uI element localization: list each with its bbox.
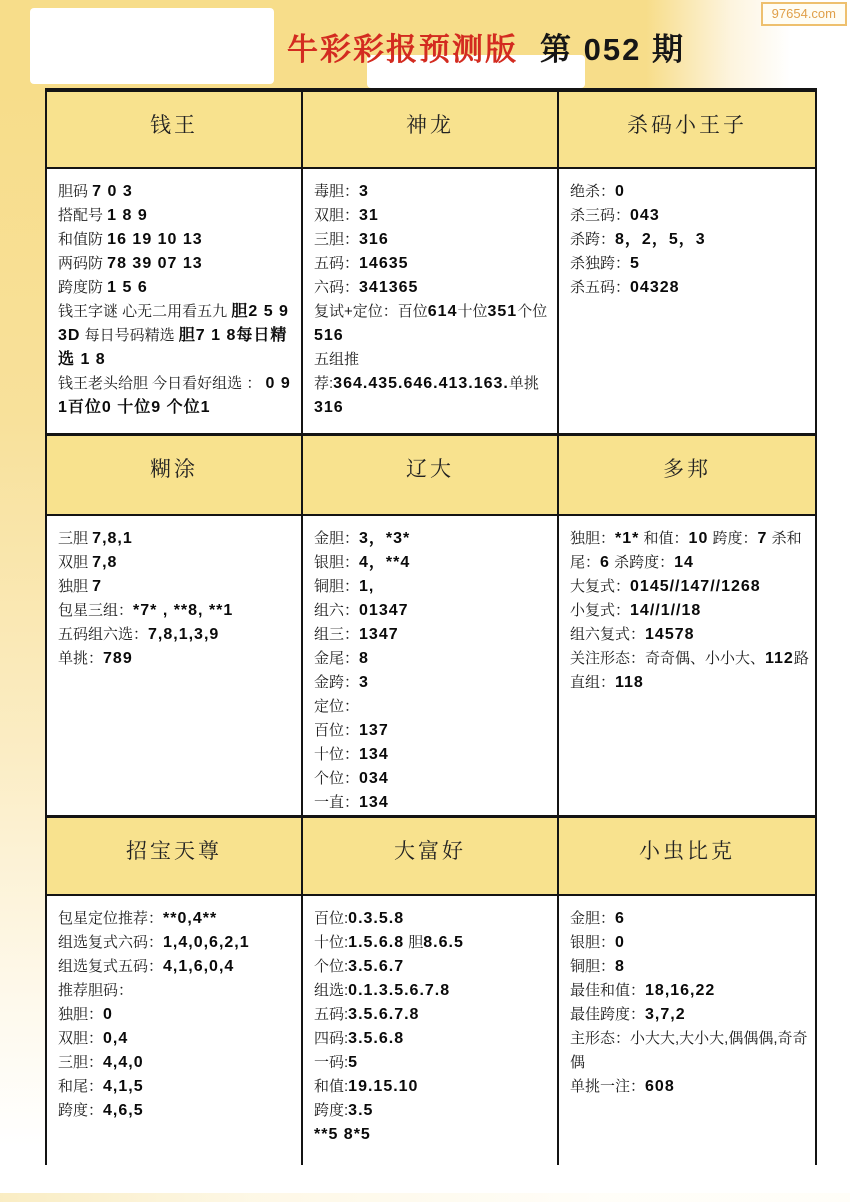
text-line (570, 1075, 809, 1099)
label-segment: 五码： (314, 255, 360, 272)
value-segment: 1 5 6 (107, 279, 148, 296)
label-segment: 五组推荐: (314, 351, 360, 392)
value-segment: 7 (92, 578, 103, 595)
text-line (570, 180, 809, 204)
value-segment: 4,4,0 (103, 1054, 144, 1071)
label-segment: 主形态：小大大,大小大,偶偶偶,奇奇偶 (570, 1030, 808, 1071)
label-segment: 组六复式： (570, 626, 646, 643)
value-segment: 0145//147//1268 (630, 578, 761, 595)
section-title: 大富好 (394, 840, 466, 863)
value-segment: 5 (630, 255, 640, 272)
text-line (58, 647, 295, 671)
label-segment: 两码防 (58, 255, 108, 272)
text-line (314, 1027, 551, 1051)
label-segment: 百位： (314, 722, 360, 739)
text-line (58, 1003, 295, 1027)
label-segment: 跨度： (58, 1102, 104, 1119)
value-segment: 16 19 10 13 (107, 231, 203, 248)
text-line (570, 931, 809, 955)
text-line (314, 623, 551, 647)
label-segment: 跨度防 (58, 279, 108, 296)
text-line (314, 1003, 551, 1027)
value-segment: 8，2，5，3 (615, 231, 706, 248)
section-body (559, 516, 815, 815)
value-segment: 8 (359, 650, 369, 667)
label-segment: 钱王字谜 心无二用看五九 (58, 303, 232, 320)
value-segment: 3，*3* (359, 530, 411, 547)
label-segment: 铜胆： (570, 958, 616, 975)
label-segment: 杀五码： (570, 279, 631, 296)
label-segment: 三胆： (314, 231, 360, 248)
value-segment: 118 (615, 674, 644, 691)
text-line (314, 300, 551, 348)
label-segment: 一直： (314, 794, 360, 811)
value-segment: 043 (630, 207, 660, 224)
section-title: 辽大 (406, 458, 454, 481)
text-line (58, 623, 295, 647)
text-line (58, 252, 295, 276)
text-line (58, 907, 295, 931)
text-line (570, 907, 809, 931)
label-segment: 独胆： (570, 530, 616, 547)
text-line (58, 1027, 295, 1051)
text-line (570, 979, 809, 1003)
section-title: 钱王 (150, 114, 198, 137)
section-cell (303, 436, 559, 818)
label-segment: 单挑 (508, 375, 539, 392)
label-segment: 杀跨度： (609, 554, 675, 571)
section-cell (47, 436, 303, 818)
label-segment: 大复式： (570, 578, 631, 595)
issue-number: 第 052 期 (540, 32, 685, 67)
label-segment: 金胆： (570, 910, 616, 927)
text-line (314, 695, 551, 719)
text-line (314, 1099, 551, 1123)
section-body (303, 516, 557, 815)
text-line (570, 252, 809, 276)
label-segment: 三胆 (58, 530, 93, 547)
label-segment: 双胆 (58, 554, 93, 571)
text-line (570, 575, 809, 599)
text-line (58, 276, 295, 300)
section-body (303, 896, 557, 1165)
label-segment: 最佳跨度： (570, 1006, 646, 1023)
text-line (314, 907, 551, 931)
label-segment: 独胆 (58, 578, 93, 595)
value-segment: 0 (615, 934, 625, 951)
text-line (58, 1051, 295, 1075)
section-body (559, 169, 815, 433)
value-segment: 112 (765, 650, 794, 667)
label-segment: 关注形态：奇奇偶、小小大、 (570, 650, 766, 667)
label-segment: 组三： (314, 626, 360, 643)
value-segment: 0 (615, 183, 625, 200)
value-segment: *1* (615, 530, 640, 547)
label-segment: 金胆： (314, 530, 360, 547)
value-segment: 5 (348, 1054, 359, 1071)
value-segment: 3.5.6.7 (348, 958, 405, 975)
value-segment: 6 (615, 910, 625, 927)
label-segment: 定位： (314, 698, 360, 715)
label-segment: 胆 (404, 934, 424, 951)
text-line (58, 931, 295, 955)
section-title: 糊涂 (150, 458, 198, 481)
label-segment: 绝杀： (570, 183, 616, 200)
text-line (314, 955, 551, 979)
section-header (303, 92, 557, 169)
value-segment: 胆7 1 8每日精选 1 8 (58, 327, 288, 368)
section-header (47, 92, 301, 169)
label-segment: 三胆： (58, 1054, 104, 1071)
text-line (58, 228, 295, 252)
value-segment: 341365 (359, 279, 419, 296)
text-line (570, 1027, 809, 1075)
section-header (559, 818, 815, 896)
value-segment: 789 (103, 650, 133, 667)
label-segment: 和尾： (58, 1078, 104, 1095)
text-line (314, 931, 551, 955)
text-line (58, 1099, 295, 1123)
text-line (314, 575, 551, 599)
section-cell (47, 818, 303, 1165)
value-segment: 137 (359, 722, 389, 739)
text-line (58, 955, 295, 979)
value-segment: 3D (58, 327, 81, 344)
label-segment: 直组： (570, 674, 616, 691)
text-line (58, 979, 295, 1003)
watermark-badge: 97654.com (761, 2, 847, 26)
label-segment: 五码: (314, 1006, 349, 1023)
section-header (303, 436, 557, 516)
label-segment: 十位: (314, 934, 349, 951)
text-line (58, 599, 295, 623)
label-segment: 金尾： (314, 650, 360, 667)
value-segment: 3.5.6.7.8 (348, 1006, 420, 1023)
text-line (570, 276, 809, 300)
section-title: 多邦 (663, 458, 711, 481)
label-segment: 个位： (314, 770, 360, 787)
value-segment: 7,8,1 (92, 530, 133, 547)
text-line (570, 228, 809, 252)
label-segment: 路 (793, 650, 809, 667)
value-segment: 134 (359, 794, 389, 811)
text-line (314, 647, 551, 671)
text-line (58, 180, 295, 204)
value-segment: 134 (359, 746, 389, 763)
label-segment: 杀三码： (570, 207, 631, 224)
value-segment: 0,4 (103, 1030, 129, 1047)
label-segment: 单挑一注： (570, 1078, 646, 1095)
text-line (314, 527, 551, 551)
label-segment: 个位 (517, 303, 548, 320)
label-segment: 和值防 (58, 231, 108, 248)
label-segment: 铜胆： (314, 578, 360, 595)
label-segment: 独胆： (58, 1006, 104, 1023)
text-line (314, 599, 551, 623)
value-segment: 614 (427, 303, 458, 320)
label-segment: 组选复式五码： (58, 958, 164, 975)
value-segment: 14578 (645, 626, 695, 643)
label-segment: 包星三组： (58, 602, 134, 619)
value-segment: 8.6.5 (423, 934, 464, 951)
value-segment: 351 (487, 303, 518, 320)
value-segment: 14//1//18 (630, 602, 702, 619)
value-segment: 6 (600, 554, 610, 571)
value-segment: **5 8*5 (314, 1126, 371, 1143)
text-line (58, 527, 295, 551)
value-segment: 19.15.10 (348, 1078, 419, 1095)
section-header (47, 436, 301, 516)
text-line (314, 180, 551, 204)
value-segment: 10 (688, 530, 709, 547)
text-line (58, 372, 295, 420)
text-line (314, 979, 551, 1003)
value-segment: 3 (359, 183, 369, 200)
text-line (570, 671, 809, 695)
section-title: 招宝天尊 (126, 840, 222, 863)
text-line (314, 671, 551, 695)
value-segment: 3.5.6.8 (348, 1030, 405, 1047)
value-segment: **0,4** (163, 910, 218, 927)
text-line (570, 1003, 809, 1027)
section-body (559, 896, 815, 1165)
value-segment: 4，**4 (359, 554, 411, 571)
value-segment: 4,1,5 (103, 1078, 144, 1095)
value-segment: 78 39 07 13 (107, 255, 203, 272)
text-line (58, 324, 295, 372)
label-segment: 十位 (457, 303, 488, 320)
value-segment: 608 (645, 1078, 675, 1095)
label-segment: 杀独跨： (570, 255, 631, 272)
value-segment: 31 (359, 207, 379, 224)
value-segment: 1347 (359, 626, 399, 643)
section-body (47, 169, 301, 433)
value-segment: 0 (103, 1006, 113, 1023)
section-cell (303, 818, 559, 1165)
text-line (314, 767, 551, 791)
label-segment: 单挑： (58, 650, 104, 667)
label-segment: 胆码 (58, 183, 93, 200)
label-segment: 包星定位推荐： (58, 910, 164, 927)
label-segment: 跨度： (708, 530, 758, 547)
section-title: 杀码小王子 (627, 114, 747, 137)
text-line (314, 348, 551, 420)
label-segment: 银胆： (570, 934, 616, 951)
value-segment: 316 (314, 399, 344, 416)
section-cell (559, 436, 815, 818)
text-line (314, 1075, 551, 1099)
text-line (314, 228, 551, 252)
text-line (314, 252, 551, 276)
label-segment: 杀跨： (570, 231, 616, 248)
page-title-red: 牛彩彩报预测版 (287, 32, 518, 67)
value-segment: 7 0 3 (92, 183, 133, 200)
label-segment: 组选: (314, 982, 349, 999)
section-header (303, 818, 557, 896)
label-segment: 复试+定位：百位 (314, 303, 428, 320)
value-segment: 034 (359, 770, 389, 787)
section-cell (559, 92, 815, 436)
value-segment: 01347 (359, 602, 409, 619)
label-segment: 双胆： (58, 1030, 104, 1047)
label-segment: 最佳和值： (570, 982, 646, 999)
text-line (314, 791, 551, 815)
section-title: 小虫比克 (639, 840, 735, 863)
label-segment: 个位: (314, 958, 349, 975)
value-segment: 0.3.5.8 (348, 910, 405, 927)
label-segment: 小复式： (570, 602, 631, 619)
label-segment: 五码组六选： (58, 626, 149, 643)
label-segment: 双胆： (314, 207, 360, 224)
label-segment: 推荐胆码： (58, 982, 134, 999)
label-segment: 搭配号 (58, 207, 108, 224)
label-segment: 四码: (314, 1030, 349, 1047)
value-segment: 1 8 9 (107, 207, 148, 224)
section-body (47, 896, 301, 1165)
text-line (58, 551, 295, 575)
value-segment: 04328 (630, 279, 680, 296)
section-body (47, 516, 301, 815)
text-line (570, 527, 809, 575)
value-segment: 7 (757, 530, 768, 547)
text-line (570, 955, 809, 979)
left-margin-strip (0, 88, 45, 1202)
section-cell (303, 92, 559, 436)
value-segment: 1, (359, 578, 375, 595)
text-line (314, 551, 551, 575)
label-segment: 组选复式六码： (58, 934, 164, 951)
label-segment: 百位: (314, 910, 349, 927)
section-header (559, 436, 815, 516)
value-segment: 14635 (359, 255, 409, 272)
value-segment: 18,16,22 (645, 982, 716, 999)
section-cell (559, 818, 815, 1165)
section-header (47, 818, 301, 896)
text-line (314, 719, 551, 743)
text-line (314, 743, 551, 767)
text-line (570, 623, 809, 647)
text-line (570, 599, 809, 623)
value-segment: 7,8 (92, 554, 118, 571)
label-segment: 钱王老头给胆 今日看好组选 ： (58, 375, 266, 392)
text-line (314, 276, 551, 300)
value-segment: 316 (359, 231, 389, 248)
value-segment: *7* , **8, **1 (133, 602, 234, 619)
label-segment: 杀和尾： (570, 530, 802, 571)
page-title (287, 24, 685, 69)
label-segment: 十位： (314, 746, 360, 763)
text-line (570, 204, 809, 228)
label-segment: 组六： (314, 602, 360, 619)
value-segment: 0.1.3.5.6.7.8 (348, 982, 451, 999)
value-segment: 3,7,2 (645, 1006, 686, 1023)
text-line (58, 300, 295, 324)
value-segment: 8 (615, 958, 625, 975)
section-cell (47, 92, 303, 436)
label-segment: 跨度: (314, 1102, 349, 1119)
text-line (314, 1051, 551, 1075)
value-segment: 3.5 (348, 1102, 374, 1119)
value-segment: 1,4,0,6,2,1 (163, 934, 250, 951)
value-segment: 4,6,5 (103, 1102, 144, 1119)
value-segment: 4,1,6,0,4 (163, 958, 235, 975)
prediction-table (45, 88, 817, 1165)
text-line (314, 204, 551, 228)
section-body (303, 169, 557, 433)
value-segment: 1.5.6.8 (348, 934, 405, 951)
bottom-edge-strip (0, 1193, 850, 1202)
censored-box-left (30, 8, 274, 84)
label-segment: 和值: (314, 1078, 349, 1095)
text-line (58, 204, 295, 228)
value-segment: 14 (674, 554, 694, 571)
section-header (559, 92, 815, 169)
label-segment: 六码： (314, 279, 360, 296)
value-segment: 0 9 1百位0 十位9 个位1 (58, 375, 291, 416)
text-line (570, 647, 809, 671)
value-segment: 3 (359, 674, 369, 691)
value-segment: 516 (314, 327, 344, 344)
value-segment: 364.435.646.413.163. (333, 375, 509, 392)
label-segment: 每日号码精选 (80, 327, 179, 344)
label-segment: 毒胆： (314, 183, 360, 200)
section-title: 神龙 (406, 114, 454, 137)
label-segment: 和值： (639, 530, 689, 547)
label-segment: 银胆： (314, 554, 360, 571)
value-segment: 7,8,1,3,9 (148, 626, 220, 643)
text-line (58, 1075, 295, 1099)
text-line (314, 1123, 551, 1147)
value-segment: 胆2 5 9 (231, 303, 289, 320)
label-segment: 一码: (314, 1054, 349, 1071)
text-line (58, 575, 295, 599)
label-segment: 金跨： (314, 674, 360, 691)
